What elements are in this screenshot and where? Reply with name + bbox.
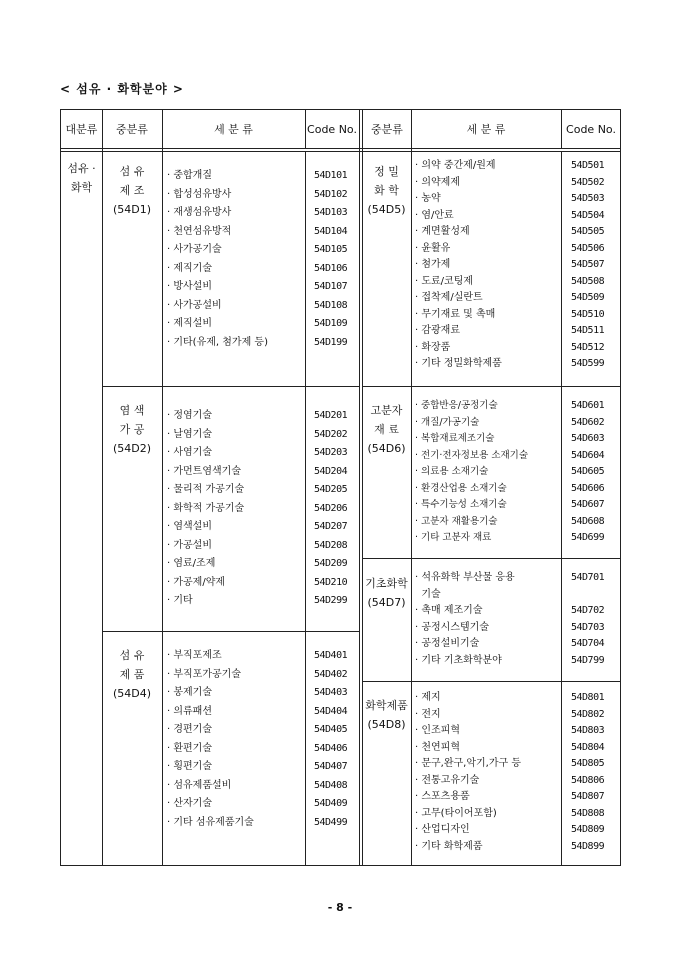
code-value: 54D502 bbox=[571, 176, 605, 188]
code-value: 54D207 bbox=[314, 521, 348, 532]
code-value: 54D101 bbox=[314, 170, 348, 181]
middle-category-label: 고분자 재 료 (54D6) bbox=[367, 404, 406, 455]
code-value: 54D805 bbox=[571, 758, 605, 769]
code-value: 54D106 bbox=[314, 262, 348, 274]
code-value: 54D803 bbox=[571, 725, 605, 736]
code-value: 54D299 bbox=[314, 595, 348, 606]
code-value: 54D103 bbox=[314, 207, 348, 218]
column-divider bbox=[102, 110, 103, 865]
list-item: · 감광재료 bbox=[415, 325, 460, 336]
list-item: · 횡편기술 bbox=[167, 761, 212, 772]
code-value: 54D603 bbox=[571, 433, 605, 444]
list-item: · 가공설비 bbox=[167, 539, 212, 551]
code-value: 54D704 bbox=[571, 638, 605, 649]
list-item: · 윤활유 bbox=[415, 242, 451, 254]
list-item: · 염/안료 bbox=[415, 209, 454, 221]
list-item: · 계면활성제 bbox=[415, 226, 470, 237]
list-item: · 사가공설비 bbox=[167, 299, 222, 311]
detail-list bbox=[167, 167, 268, 352]
row-divider bbox=[362, 558, 620, 559]
list-item: · 경편기술 bbox=[167, 724, 212, 735]
list-item: · 의류패션 bbox=[167, 705, 212, 717]
code-value: 54D699 bbox=[571, 532, 605, 543]
middle-category-label: 섬 유 제 품 (54D4) bbox=[112, 649, 152, 700]
code-value: 54D808 bbox=[571, 807, 605, 819]
code-value: 54D407 bbox=[314, 761, 348, 772]
middle-category-label: 섬 유 제 조 (54D1) bbox=[112, 165, 152, 216]
list-item: · 의약제제 bbox=[415, 176, 460, 188]
list-item: · 봉제기술 bbox=[167, 687, 212, 698]
list-item: · 염색설비 bbox=[167, 521, 212, 532]
code-value: 54D605 bbox=[571, 466, 605, 477]
column-divider bbox=[305, 110, 306, 148]
code-value: 54D511 bbox=[571, 325, 605, 336]
code-value: 54D203 bbox=[314, 447, 348, 458]
list-item: 기술 bbox=[415, 588, 441, 600]
code-value: 54D509 bbox=[571, 292, 605, 303]
code-value: 54D201 bbox=[314, 410, 348, 421]
code-value: 54D702 bbox=[571, 605, 605, 616]
list-item: · 공정설비기술 bbox=[415, 638, 480, 649]
code-value: 54D108 bbox=[314, 299, 348, 311]
code-value: 54D899 bbox=[571, 840, 605, 852]
list-item: · 사가공기술 bbox=[167, 244, 222, 255]
list-item: · 천연피혁 bbox=[415, 741, 460, 753]
code-value: 54D209 bbox=[314, 558, 348, 569]
list-item: · 가먼트염색기술 bbox=[167, 465, 241, 477]
code-value: 54D506 bbox=[571, 242, 605, 254]
list-item: · 문구,완구,악기,가구 등 bbox=[415, 758, 522, 769]
list-item: · 산자기술 bbox=[167, 798, 212, 809]
detail-list bbox=[167, 407, 244, 611]
code-value: 54D510 bbox=[571, 308, 605, 320]
section-title: < 섬유 · 화학분야 > bbox=[60, 82, 184, 96]
code-value: 54D505 bbox=[571, 226, 605, 237]
middle-category-label: 화학제품 (54D8) bbox=[365, 699, 408, 731]
code-list bbox=[571, 570, 604, 669]
list-item: · 섬유제품설비 bbox=[167, 779, 232, 791]
list-item: · 촉매 제조기술 bbox=[415, 605, 483, 616]
code-value: 54D507 bbox=[571, 259, 605, 270]
row-divider bbox=[102, 386, 359, 387]
list-item: · 기타 섬유제품기술 bbox=[167, 816, 254, 828]
list-item: · 기타 고분자 재료 bbox=[415, 532, 492, 543]
code-list bbox=[314, 647, 347, 832]
list-item: · 도료/코팅제 bbox=[415, 275, 474, 287]
list-item: · 날염기술 bbox=[167, 428, 212, 440]
column-divider bbox=[561, 110, 562, 148]
header-divider-2 bbox=[61, 151, 620, 152]
row-divider bbox=[362, 386, 620, 387]
list-item: · 사염기술 bbox=[167, 447, 212, 458]
column-divider bbox=[561, 151, 562, 865]
code-value: 54D802 bbox=[571, 708, 605, 720]
code-list bbox=[571, 398, 604, 547]
classification-table bbox=[60, 109, 621, 866]
list-item: · 합성섬유방사 bbox=[167, 188, 232, 200]
code-value: 54D406 bbox=[314, 742, 348, 754]
list-item: · 고분자 재활용기술 bbox=[415, 515, 498, 527]
header-middle-left: 중분류 bbox=[116, 123, 148, 136]
list-item: · 제직기술 bbox=[167, 262, 212, 274]
middle-category-label: 기초화학 (54D7) bbox=[365, 577, 408, 609]
list-item: · 의약 중간제/원제 bbox=[415, 160, 496, 171]
detail-list bbox=[415, 158, 502, 373]
list-item: · 가공제/약제 bbox=[167, 576, 226, 588]
header-middle-right: 중분류 bbox=[371, 123, 403, 136]
list-item: · 정염기술 bbox=[167, 410, 212, 421]
header-code-right: Code No. bbox=[566, 122, 616, 136]
code-value: 54D208 bbox=[314, 539, 348, 551]
header-major: 대분류 bbox=[65, 123, 98, 136]
code-value: 54D799 bbox=[571, 654, 605, 666]
code-value: 54D210 bbox=[314, 576, 348, 588]
list-item: · 공정시스템기술 bbox=[415, 621, 489, 633]
code-value: 54D409 bbox=[314, 798, 348, 809]
header-detail-right: 세 분 류 bbox=[466, 123, 506, 136]
detail-list bbox=[167, 647, 254, 832]
code-value: 54D402 bbox=[314, 668, 348, 680]
code-value: 54D809 bbox=[571, 824, 605, 835]
column-divider bbox=[411, 110, 412, 865]
code-value: 54D401 bbox=[314, 650, 348, 661]
code-value: 54D205 bbox=[314, 484, 348, 495]
code-value: 54D199 bbox=[314, 336, 348, 348]
code-value: 54D503 bbox=[571, 193, 605, 204]
column-divider bbox=[359, 110, 360, 865]
code-value: 54D703 bbox=[571, 621, 605, 633]
code-value: 54D804 bbox=[571, 741, 605, 753]
code-list bbox=[571, 690, 604, 855]
code-value: 54D109 bbox=[314, 318, 348, 329]
list-item: · 의료용 소재기술 bbox=[415, 466, 489, 477]
code-value: 54D504 bbox=[571, 209, 605, 221]
middle-category-label: 염 색 가 공 (54D2) bbox=[112, 404, 152, 455]
code-value: 54D105 bbox=[314, 244, 348, 255]
row-divider bbox=[102, 631, 359, 632]
detail-list bbox=[415, 570, 515, 669]
major-category: 섬유 · 화학 bbox=[67, 162, 96, 194]
page-number: - 8 - bbox=[327, 901, 353, 914]
code-value: 54D801 bbox=[571, 692, 605, 703]
list-item: · 스포츠용품 bbox=[415, 791, 470, 802]
list-item: · 기타 bbox=[167, 595, 193, 606]
column-divider bbox=[362, 110, 363, 865]
list-item: · 재생섬유방사 bbox=[167, 207, 232, 218]
list-item: · 중합반응/공정기술 bbox=[415, 400, 498, 411]
detail-list bbox=[415, 690, 521, 855]
code-value: 54D608 bbox=[571, 515, 605, 527]
code-value: 54D404 bbox=[314, 705, 348, 717]
list-item: · 제지 bbox=[415, 692, 441, 703]
list-item: · 첨가제 bbox=[415, 259, 451, 270]
header-divider bbox=[61, 148, 620, 149]
code-value: 54D604 bbox=[571, 449, 605, 461]
column-divider bbox=[162, 110, 163, 865]
list-item: · 접착제/실란트 bbox=[415, 292, 483, 303]
code-value: 54D405 bbox=[314, 724, 348, 735]
code-value: 54D499 bbox=[314, 816, 348, 828]
list-item: · 개질/가공기술 bbox=[415, 416, 480, 428]
column-divider bbox=[305, 151, 306, 865]
code-value: 54D807 bbox=[571, 791, 605, 802]
detail-list bbox=[415, 398, 528, 547]
code-value: 54D602 bbox=[571, 416, 605, 428]
code-value: 54D599 bbox=[571, 358, 605, 369]
list-item: · 특수기능성 소재기술 bbox=[415, 499, 507, 510]
list-item: · 화학적 가공기술 bbox=[167, 502, 245, 514]
list-item: · 물리적 가공기술 bbox=[167, 484, 245, 495]
list-item: · 복합재료제조기술 bbox=[415, 433, 495, 444]
code-value: 54D206 bbox=[314, 502, 348, 514]
code-value: 54D501 bbox=[571, 160, 605, 171]
header-detail-left: 세 분 류 bbox=[214, 123, 253, 136]
code-value: 54D508 bbox=[571, 275, 605, 287]
code-value: 54D202 bbox=[314, 428, 348, 440]
code-value: 54D607 bbox=[571, 499, 605, 510]
code-value: 54D601 bbox=[571, 400, 605, 411]
list-item: · 농약 bbox=[415, 193, 441, 204]
code-value: 54D806 bbox=[571, 774, 605, 786]
list-item: · 기타 화학제품 bbox=[415, 840, 483, 852]
list-item: · 중합개질 bbox=[167, 170, 212, 181]
list-item: · 부직포가공기술 bbox=[167, 668, 241, 680]
list-item: · 기타(유제, 첨가제 등) bbox=[167, 336, 268, 348]
code-value: 54D606 bbox=[571, 482, 605, 494]
code-value: 54D701 bbox=[571, 572, 605, 583]
list-item: · 제직설비 bbox=[167, 318, 212, 329]
row-divider bbox=[362, 681, 620, 682]
code-list bbox=[571, 158, 604, 373]
list-item: · 화장품 bbox=[415, 341, 451, 353]
list-item: · 전통고유기술 bbox=[415, 774, 480, 786]
middle-category-label: 정 밀 화 학 (54D5) bbox=[367, 165, 406, 216]
code-list bbox=[314, 407, 347, 611]
code-list bbox=[314, 167, 347, 352]
list-item: · 무기재료 및 촉매 bbox=[415, 308, 496, 320]
code-value: 54D107 bbox=[314, 281, 348, 292]
list-item: · 염료/조제 bbox=[167, 558, 216, 569]
code-value: 54D403 bbox=[314, 687, 348, 698]
list-item: · 환편기술 bbox=[167, 742, 212, 754]
list-item: · 천연섬유방적 bbox=[167, 225, 232, 237]
list-item: · 환경산업용 소재기술 bbox=[415, 482, 507, 494]
list-item: · 고무(타이어포함) bbox=[415, 807, 497, 819]
code-value: 54D408 bbox=[314, 779, 348, 791]
list-item: · 기타 정밀화학제품 bbox=[415, 358, 502, 369]
code-value bbox=[571, 587, 604, 604]
code-value: 54D512 bbox=[571, 341, 605, 353]
list-item: · 전기·전자정보용 소재기술 bbox=[415, 449, 529, 461]
list-item: · 인조피혁 bbox=[415, 725, 460, 736]
code-value: 54D104 bbox=[314, 225, 348, 237]
list-item: · 석유화학 부산물 응용 bbox=[415, 572, 515, 583]
list-item: · 산업디자인 bbox=[415, 824, 470, 835]
code-value: 54D204 bbox=[314, 465, 348, 477]
header-code-left: Code No. bbox=[307, 122, 357, 136]
list-item: · 전지 bbox=[415, 708, 441, 720]
list-item: · 방사설비 bbox=[167, 281, 212, 292]
list-item: · 기타 기초화학분야 bbox=[415, 654, 502, 666]
list-item: · 부직포제조 bbox=[167, 650, 222, 661]
code-value: 54D102 bbox=[314, 188, 348, 200]
